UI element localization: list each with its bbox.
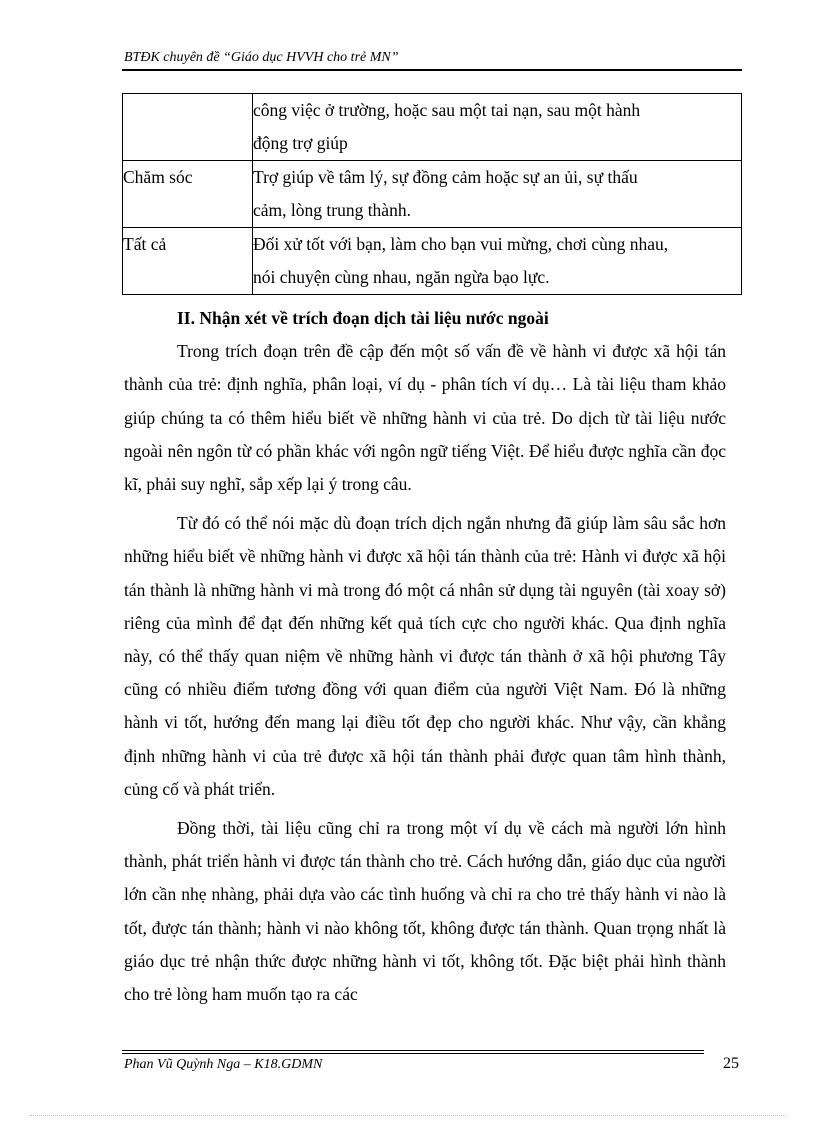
paragraph: Trong trích đoạn trên đề cập đến một số vấn đề về hành vi được xã hội tán thành của trẻ: định nghĩa, phân loại, ví dụ - phân tích ví dụ… Là tài liệu tham khảo giúp chúng ta có thêm hiểu biết về những hành vi của trẻ. Do dịch từ tài liệu nước ngoài nên ngôn từ có phần khác với ngôn ngữ tiếng Việt. Để hiểu được nghĩa cần đọc kĩ, phải suy nghĩ, sắp xếp lại ý trong câu. <box>124 341 726 495</box>
table-content-cell <box>253 94 742 161</box>
section-body <box>124 302 726 1011</box>
footer-rule <box>122 1050 704 1051</box>
table-text-line: công việc ở trường, hoặc sau một tai nạn, sau một hành <box>253 100 641 120</box>
table-row <box>123 228 742 295</box>
table-text-line: cảm, lòng trung thành. <box>253 200 411 220</box>
table-label-cell <box>123 161 253 228</box>
page-bottom-edge <box>30 1115 786 1116</box>
behavior-table <box>122 93 742 295</box>
header-rule <box>122 69 742 71</box>
paragraph: Đồng thời, tài liệu cũng chỉ ra trong một ví dụ về cách mà người lớn hình thành, phát triển hành vi được tán thành cho trẻ. Cách hướng dẫn, giáo dục của người lớn cần nhẹ nhàng, phải dựa vào các tình huống và chỉ ra cho trẻ thấy hành vi nào là tốt, được tán thành; hành vi nào không tốt, không được tán thành. Quan trọng nhất là giáo dục trẻ nhận thức được những hành vi tốt, không tốt. Đặc biệt phải hình thành cho trẻ lòng ham muốn tạo ra các <box>124 818 726 1005</box>
table-row <box>123 161 742 228</box>
table-label-cell <box>123 228 253 295</box>
table-label-cell <box>123 94 253 161</box>
paragraph: Từ đó có thể nói mặc dù đoạn trích dịch ngắn nhưng đã giúp làm sâu sắc hơn những hiểu biết về những hành vi được xã hội tán thành của trẻ: Hành vi được xã hội tán thành là những hành vi mà trong đó một cá nhân sử dụng tài nguyên (tài xoay sở) riêng của mình để đạt đến những kết quả tích cực cho người khác. Qua định nghĩa này, có thể thấy quan niệm về những hành vi được tán thành ở xã hội phương Tây cũng có nhiều điểm tương đồng với quan điểm của người Việt Nam. Đó là những hành vi tốt, hướng đến mang lại điều tốt đẹp cho người khác. Như vậy, cần khẳng định những hành vi của trẻ được xã hội tán thành phải được quan tâm hình thành, củng cố và phát triển. <box>124 513 726 799</box>
footer-rule <box>122 1053 704 1054</box>
table-text-line: Trợ giúp về tâm lý, sự đồng cảm hoặc sự an ủi, sự thấu <box>253 167 638 187</box>
page-header: BTĐK chuyên đề “Giáo dục HVVH cho trẻ MN” <box>124 50 399 65</box>
table-label: Tất cả <box>123 234 167 254</box>
footer-author: Phan Vũ Quỳnh Nga – K18.GDMN <box>124 1057 323 1072</box>
table-content-cell <box>253 161 742 228</box>
page-number: 25 <box>723 1055 739 1072</box>
table-content-cell <box>253 228 742 295</box>
table-row <box>123 94 742 161</box>
table-text-line: nói chuyện cùng nhau, ngăn ngừa bạo lực. <box>253 267 550 287</box>
section-heading: II. Nhận xét về trích đoạn dịch tài liệu nước ngoài <box>177 308 549 328</box>
table-text-line: động trợ giúp <box>253 133 348 153</box>
table-text-line: Đối xử tốt với bạn, làm cho bạn vui mừng, chơi cùng nhau, <box>253 234 669 254</box>
table-label: Chăm sóc <box>123 167 193 187</box>
